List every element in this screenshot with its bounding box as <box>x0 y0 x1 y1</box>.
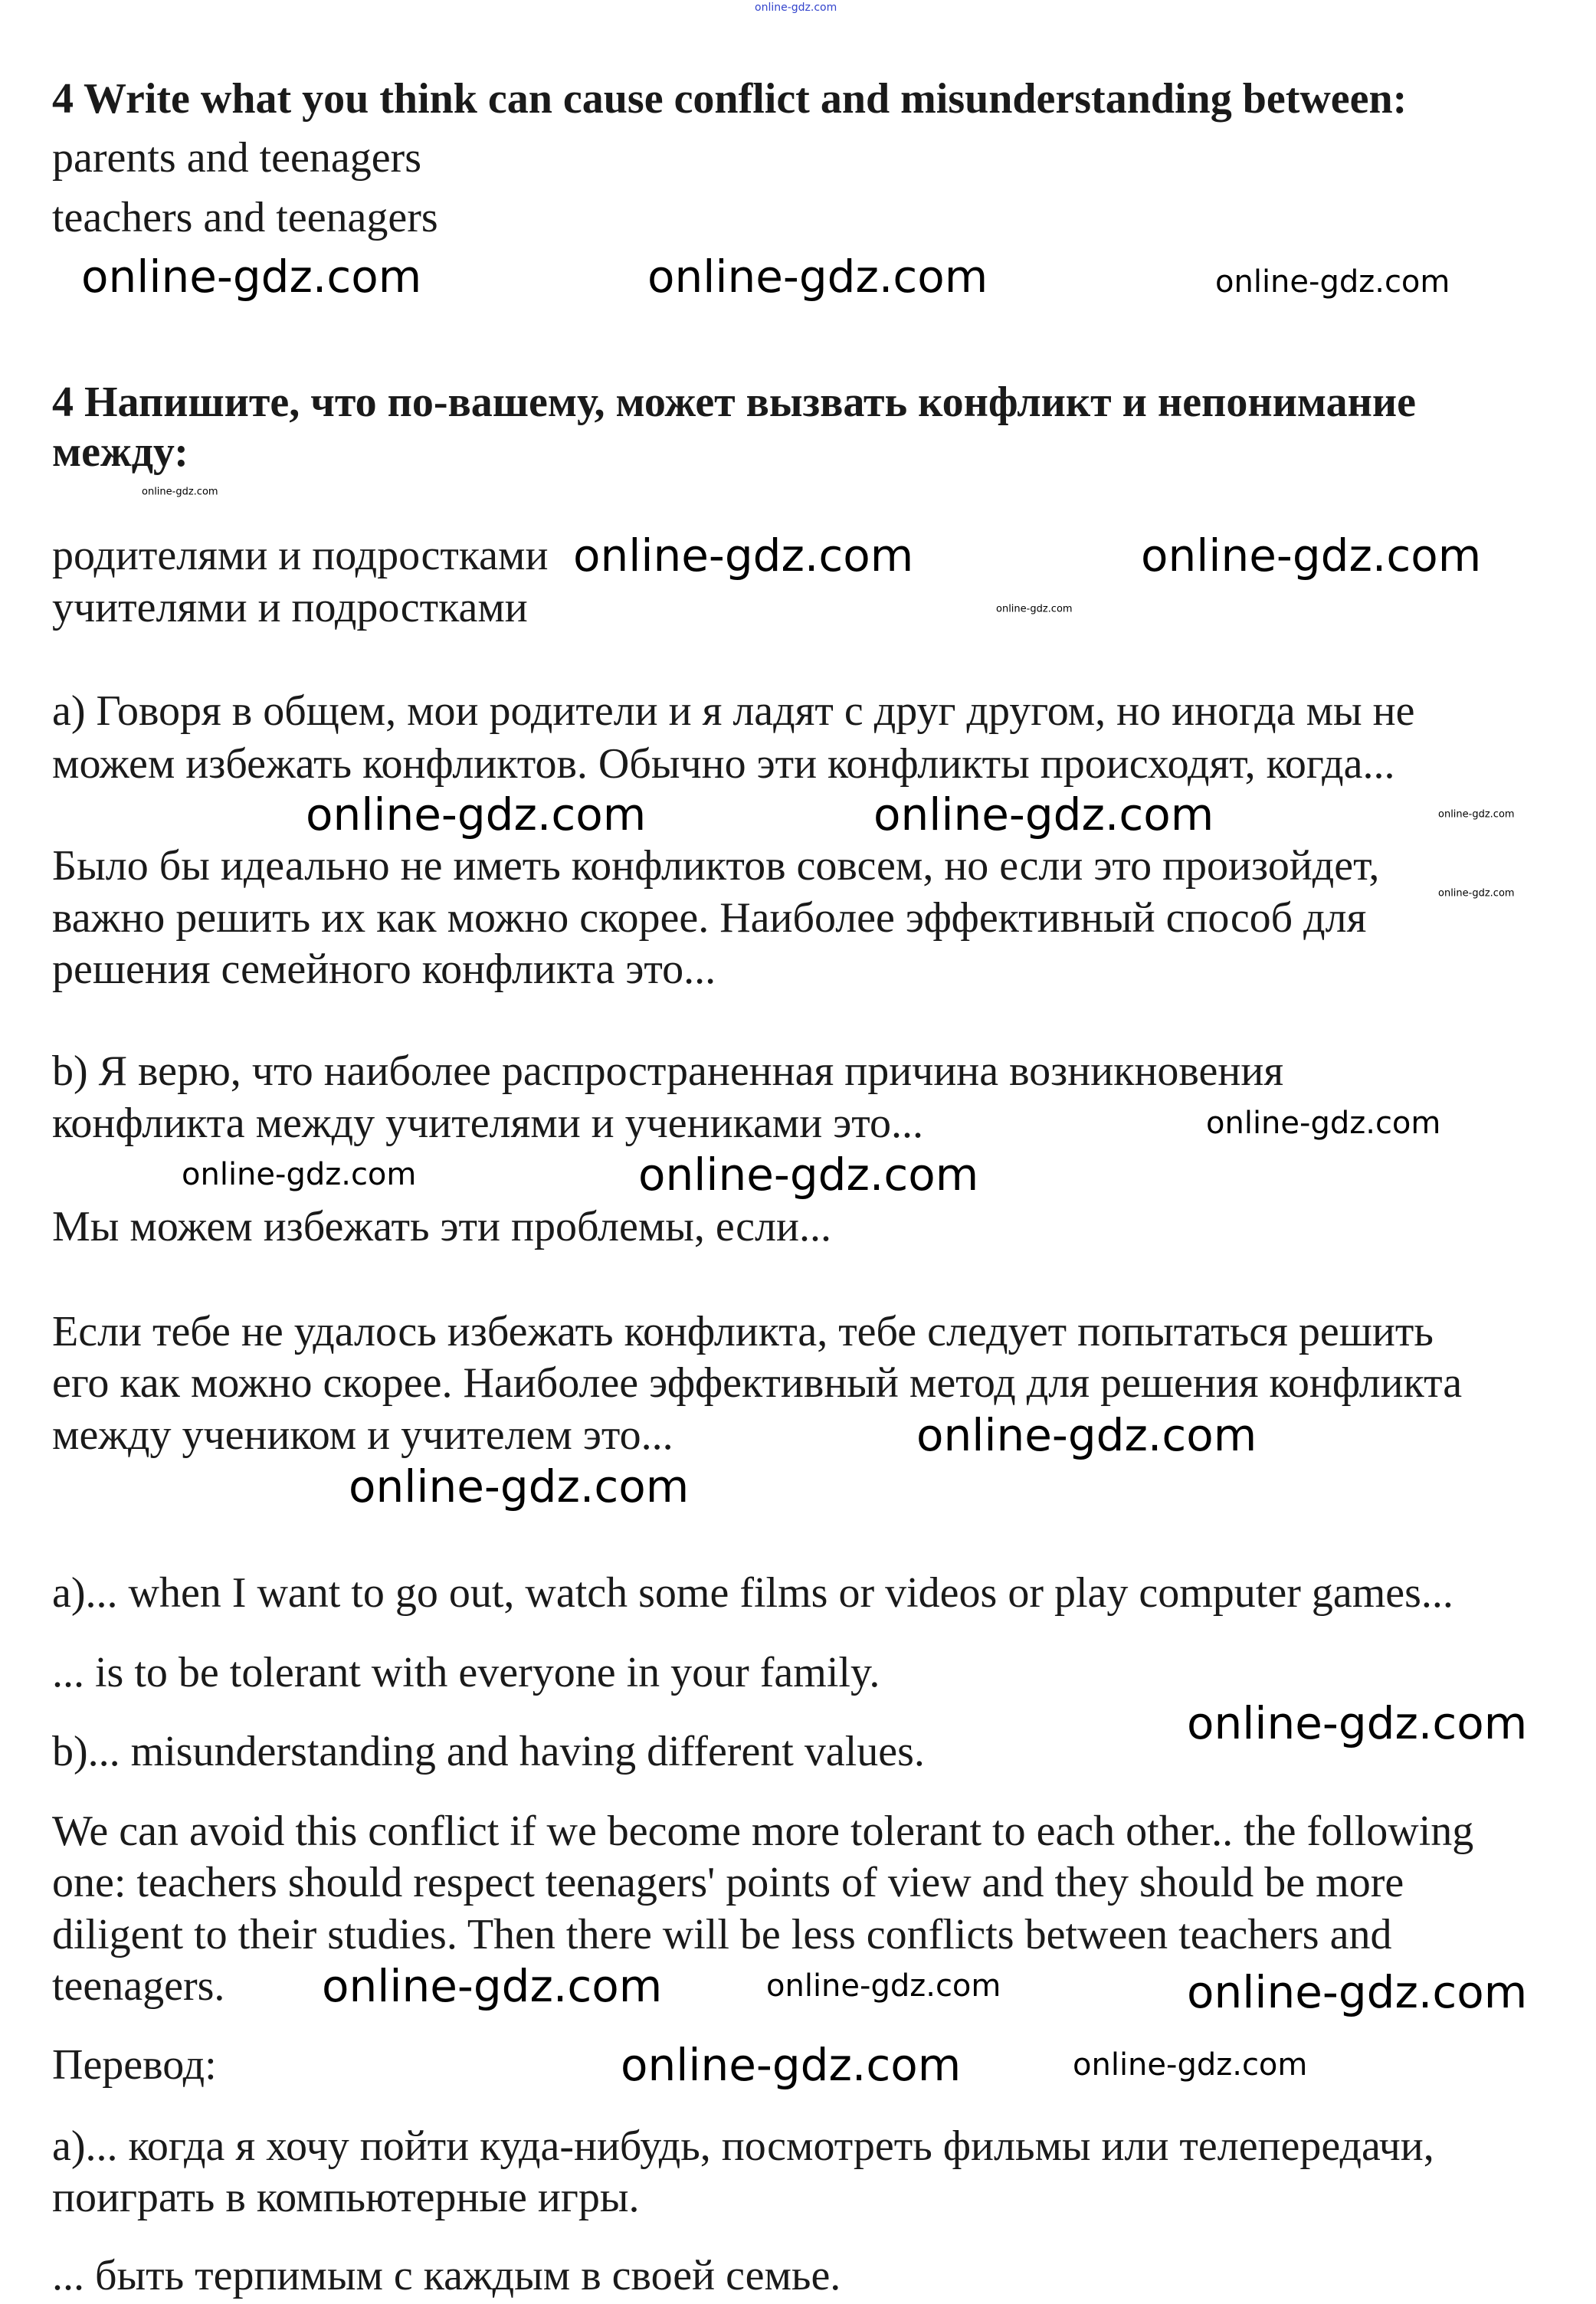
watermark: online-gdz.com <box>916 1409 1257 1461</box>
answer-a1: a)... when I want to go out, watch some films or videos or play computer games... <box>52 1569 1453 1617</box>
prompt-a: а) Говоря в общем, мои родители и я ладят с друг другом, но иногда мы не <box>52 687 1415 735</box>
watermark: online-gdz.com <box>81 251 422 303</box>
watermark: online-gdz.com <box>1187 1697 1528 1749</box>
watermark: online-gdz.com <box>1215 264 1450 300</box>
watermark: online-gdz.com <box>573 529 914 582</box>
watermark: online-gdz.com <box>322 1960 663 2012</box>
watermark: online-gdz.com <box>1073 2047 1308 2083</box>
prompt-b: b) Я верю, что наиболее распространенная причина возникновения <box>52 1047 1284 1095</box>
watermark: online-gdz.com <box>647 251 988 303</box>
watermark: online-gdz.com <box>1438 887 1515 900</box>
prompt-b2: Мы можем избежать эти проблемы, если... <box>52 1203 831 1250</box>
answer-b2: diligent to their studies. Then there will be less conflicts between teachers and <box>52 1911 1392 1958</box>
watermark: online-gdz.com <box>1206 1106 1441 1141</box>
watermark: online-gdz.com <box>621 2039 962 2091</box>
prompt-b3: Если тебе не удалось избежать конфликта, тебе следует попытаться решить <box>52 1308 1434 1355</box>
watermark: online-gdz.com <box>638 1149 979 1201</box>
translation-a: поиграть в компьютерные игры. <box>52 2174 640 2221</box>
watermark: online-gdz.com <box>996 603 1073 615</box>
prompt-b: конфликта между учителями и учениками это... <box>52 1100 923 1147</box>
task-en-item: teachers and teenagers <box>52 194 438 241</box>
answer-b2: one: teachers should respect teenagers' points of view and they should be more <box>52 1859 1404 1906</box>
watermark: online-gdz.com <box>755 2 837 14</box>
watermark: online-gdz.com <box>1141 529 1482 582</box>
translation-label: Перевод: <box>52 2041 217 2089</box>
answer-a2: ... is to be tolerant with everyone in your family. <box>52 1649 880 1696</box>
prompt-a: можем избежать конфликтов. Обычно эти конфликты происходят, когда... <box>52 740 1395 788</box>
task-ru-item: учителями и подростками <box>52 584 528 631</box>
prompt-a2: Было бы идеально не иметь конфликтов совсем, но если это произойдет, <box>52 842 1380 890</box>
task-en-item: parents and teenagers <box>52 134 421 182</box>
task-ru-item: родителями и подростками <box>52 532 549 579</box>
watermark: online-gdz.com <box>766 1968 1001 2004</box>
task-en-heading: 4 Write what you think can cause conflict and misunderstanding between: <box>52 75 1408 123</box>
watermark: online-gdz.com <box>182 1157 417 1192</box>
answer-b1: b)... misunderstanding and having different values. <box>52 1728 925 1775</box>
watermark: online-gdz.com <box>306 788 647 841</box>
prompt-a2: важно решить их как можно скорее. Наиболее эффективный способ для <box>52 894 1367 942</box>
watermark: online-gdz.com <box>142 486 218 498</box>
translation-a2: ... быть терпимым с каждым в своей семье. <box>52 2252 841 2299</box>
task-ru-heading: между: <box>52 428 188 476</box>
watermark: online-gdz.com <box>1438 808 1515 821</box>
watermark: online-gdz.com <box>349 1460 690 1513</box>
watermark: online-gdz.com <box>1187 1966 1528 2018</box>
translation-a: а)... когда я хочу пойти куда-нибудь, посмотреть фильмы или телепередачи, <box>52 2122 1434 2170</box>
task-ru-heading: 4 Напишите, что по-вашему, может вызвать конфликт и непонимание <box>52 379 1416 426</box>
prompt-b3: его как можно скорее. Наиболее эффективный метод для решения конфликта <box>52 1359 1463 1407</box>
prompt-b3: между учеником и учителем это... <box>52 1411 673 1459</box>
prompt-a2: решения семейного конфликта это... <box>52 946 716 993</box>
answer-b2: teenagers. <box>52 1962 225 2010</box>
watermark: online-gdz.com <box>873 788 1214 841</box>
answer-b2: We can avoid this conflict if we become more tolerant to each other.. the following <box>52 1807 1474 1855</box>
